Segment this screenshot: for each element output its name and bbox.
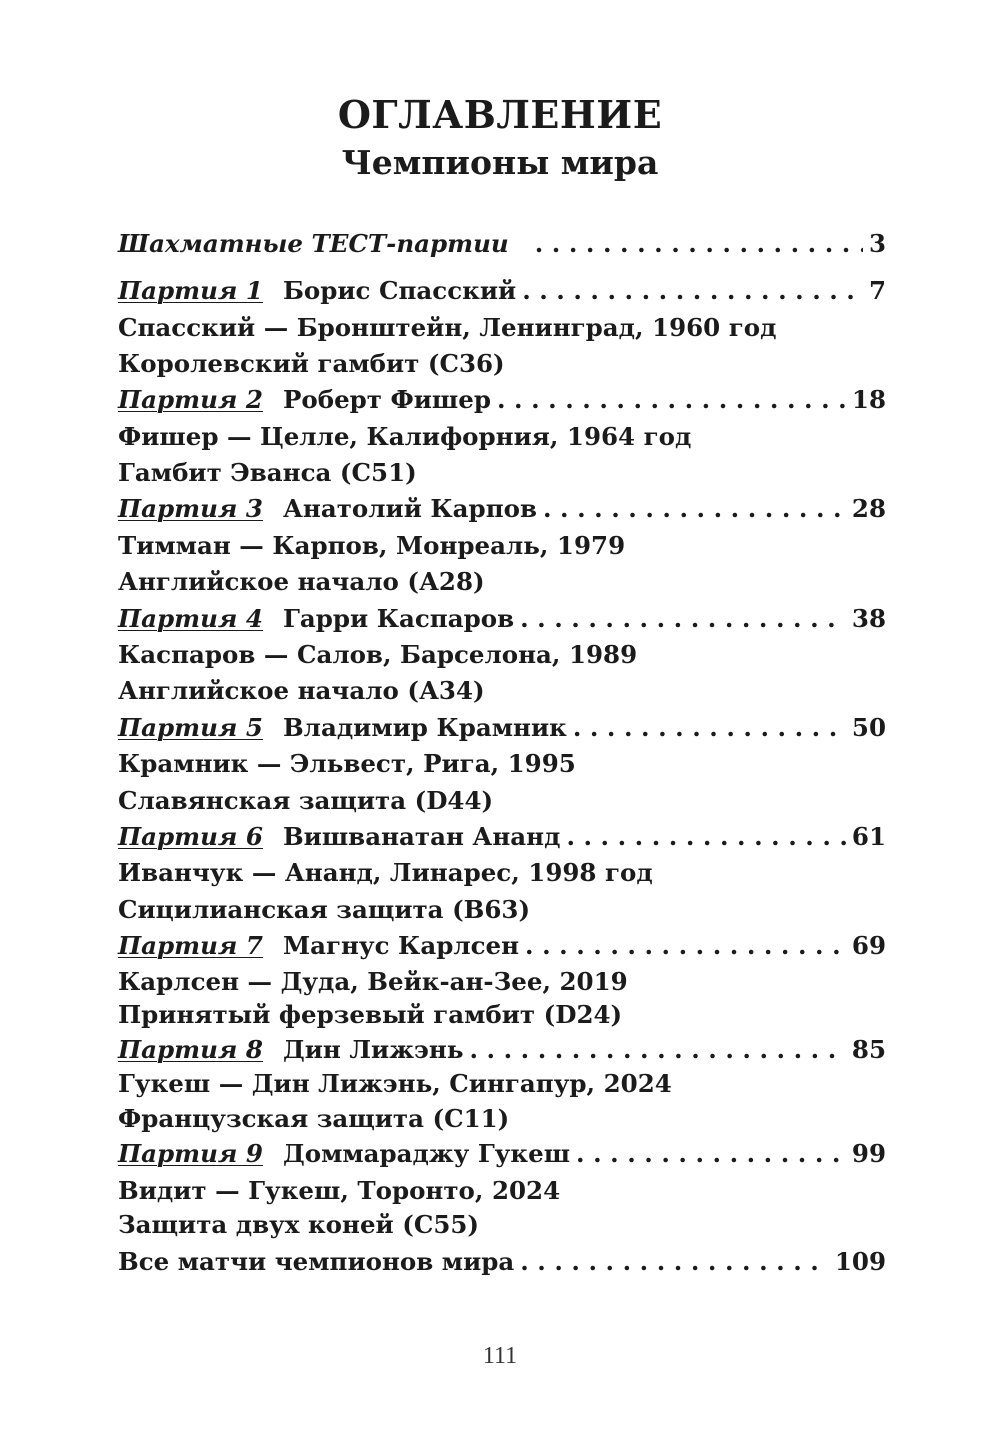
toc-game-players: Иванчук — Ананд, Линарес, 1998 год [118,858,653,887]
toc-game-players: Фишер — Целле, Калифорния, 1964 год [118,422,692,451]
dot-leader [522,274,863,308]
toc-game-players: Гукеш — Дин Лижэнь, Сингапур, 2024 [118,1069,672,1098]
toc-entry-label: Партия 8 [118,1035,263,1064]
toc-entry-page: 61 [851,822,886,851]
toc-entry-game-3[interactable] [118,492,886,526]
page-number: 111 [482,1343,518,1369]
toc-game-opening: Защита двух коней (С55) [118,1210,480,1239]
toc-game-players: Спасский — Бронштейн, Ленинград, 1960 год [118,313,777,342]
toc-entry-label: Все матчи чемпионов мира [118,1247,515,1276]
toc-entry-label: Партия 2 [118,385,263,414]
toc-game-opening: Королевский гамбит (С36) [118,349,505,378]
toc-entry-label: Партия 6 [118,822,263,851]
toc-game-opening: Гамбит Эванса (С51) [118,458,417,487]
toc-entry-game-7[interactable] [118,929,886,963]
toc-entry-game-4[interactable] [118,602,886,636]
toc-game-opening: Славянская защита (D44) [118,786,494,815]
toc-game-players: Крамник — Эльвест, Рига, 1995 [118,749,576,778]
toc-entry-page: 38 [851,604,886,633]
dot-leader [497,383,846,417]
toc-entry-intro[interactable] [118,227,886,261]
toc-entry-champion: Вишванатан Ананд [282,822,561,851]
toc-game-players: Карлсен — Дуда, Вейк-ан-Зее, 2019 [118,967,628,996]
dot-leader [576,1137,846,1171]
toc-entry-label: Партия 4 [118,604,263,633]
toc-entry-label: Партия 7 [118,931,263,960]
toc-entry-label: Партия 5 [118,713,263,742]
toc-entry-label: Партия 1 [118,276,263,305]
toc-entry-label: Шахматные ТЕСТ-партии [118,229,509,258]
toc-entry-page: 69 [851,931,886,960]
toc-entry-page: 109 [834,1247,886,1276]
toc-entry-page: 99 [851,1139,886,1168]
toc-entry-label: Партия 9 [118,1139,263,1168]
toc-game-opening: Принятый ферзевый гамбит (D24) [118,1000,623,1029]
toc-entry-game-9[interactable] [118,1137,886,1171]
toc-game-opening: Сицилианская защита (В63) [118,895,531,924]
page-title: ОГЛАВЛЕНИЕ [337,92,663,137]
dot-leader [520,602,846,636]
page-subtitle: Чемпионы мира [341,143,659,182]
toc-game-opening: Английское начало (А34) [118,676,485,705]
toc-entry-page: 50 [851,713,886,742]
toc-entry-final[interactable] [118,1245,886,1279]
dot-leader [520,1245,829,1279]
dot-leader [566,820,845,854]
toc-entry-champion: Владимир Крамник [282,713,567,742]
dot-leader [573,711,846,745]
toc-entry-champion: Роберт Фишер [282,385,491,414]
toc-entry-page: 85 [851,1035,886,1064]
toc-entry-champion: Анатолий Карпов [282,494,537,523]
toc-entry-game-2[interactable] [118,383,886,417]
toc-entry-game-6[interactable] [118,820,886,854]
toc-game-players: Видит — Гукеш, Торонто, 2024 [118,1176,561,1205]
toc-entry-champion: Гарри Каспаров [282,604,515,633]
dot-leader [469,1033,845,1067]
toc-game-players: Каспаров — Салов, Барселона, 1989 [118,640,638,669]
toc-entry-page: 3 [868,229,886,258]
toc-entry-page: 18 [851,385,886,414]
toc-entry-page: 28 [851,494,886,523]
toc-entry-label: Партия 3 [118,494,263,523]
toc-entry-champion: Дин Лижэнь [282,1035,464,1064]
toc-entry-game-1[interactable] [118,274,886,308]
dot-leader [525,929,846,963]
toc-entry-game-8[interactable] [118,1033,886,1067]
toc-entry-champion: Доммараджу Гукеш [282,1139,571,1168]
toc-game-opening: Французская защита (С11) [118,1104,510,1133]
toc-game-opening: Английское начало (А28) [118,567,485,596]
toc-game-players: Тимман — Карпов, Монреаль, 1979 [118,531,626,560]
dot-leader [543,492,846,526]
toc-entry-page: 7 [868,276,886,305]
toc-entry-champion: Борис Спасский [282,276,517,305]
dot-leader [535,227,863,261]
toc-entry-game-5[interactable] [118,711,886,745]
toc-entry-champion: Магнус Карлсен [282,931,520,960]
